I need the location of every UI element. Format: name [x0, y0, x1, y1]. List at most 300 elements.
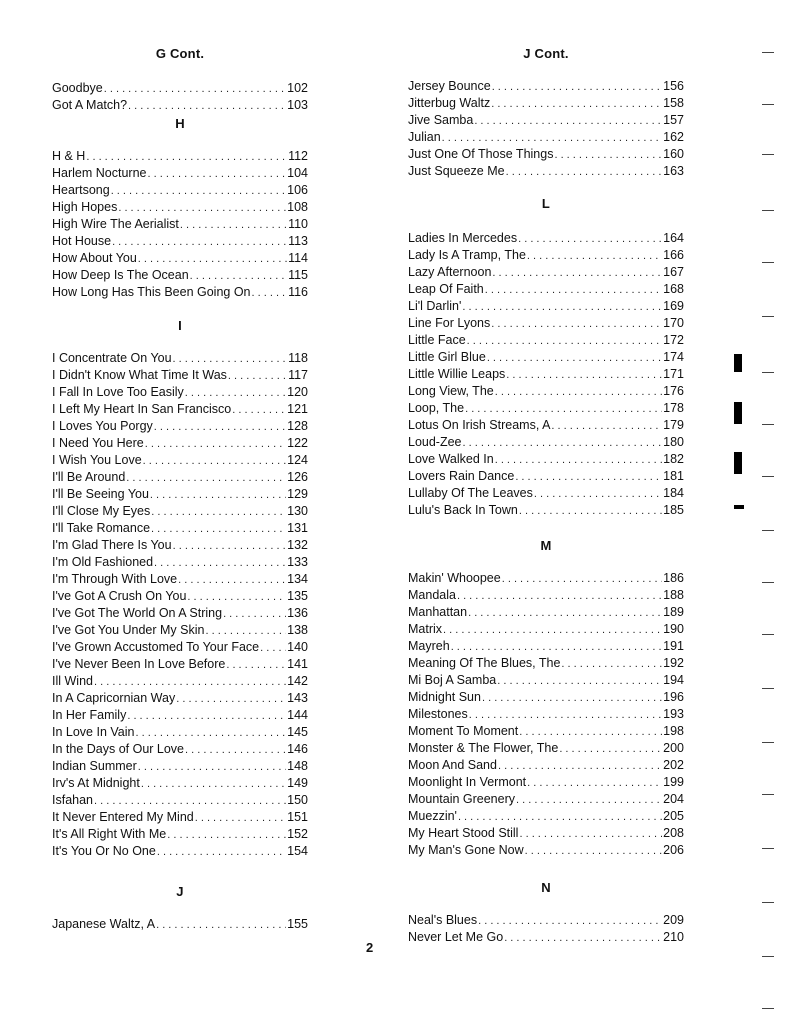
entry-title: Muezzin' — [408, 809, 457, 823]
entry-title: In the Days of Our Love — [52, 742, 185, 756]
index-entry — [408, 383, 684, 400]
entry-title: I Didn't Know What Time It Was — [52, 368, 227, 382]
dot-leader — [497, 673, 662, 690]
index-entry — [52, 724, 308, 741]
entry-title: Loop, The — [408, 401, 465, 415]
dot-leader — [185, 385, 286, 402]
entry-title: I've Got A Crush On You — [52, 589, 187, 603]
dot-leader — [482, 690, 662, 707]
entry-title: Goodbye — [52, 81, 103, 95]
entry-page: 103 — [287, 98, 308, 112]
margin-tick — [762, 898, 774, 903]
entry-page: 181 — [663, 469, 684, 483]
margin-tick — [762, 368, 774, 373]
entry-page: 128 — [287, 419, 308, 433]
margin-tick — [762, 844, 774, 849]
entry-page: 145 — [287, 725, 308, 739]
dot-leader — [156, 917, 286, 934]
index-entry — [52, 588, 308, 605]
index-entry — [408, 638, 684, 655]
entry-title: Lotus On Irish Streams, A — [408, 418, 551, 432]
entry-page: 176 — [663, 384, 684, 398]
entry-page: 151 — [287, 810, 308, 824]
entry-title: Meaning Of The Blues, The — [408, 656, 561, 670]
entry-page: 129 — [287, 487, 308, 501]
entry-title: Line For Lyons — [408, 316, 491, 330]
index-entry — [408, 264, 684, 281]
dot-leader — [127, 708, 286, 725]
entry-page: 134 — [287, 572, 308, 586]
entry-page: 190 — [663, 622, 684, 636]
section-m-list — [408, 570, 684, 859]
index-entry — [408, 315, 684, 332]
index-entry — [408, 281, 684, 298]
entry-title: In A Capricornian Way — [52, 691, 176, 705]
dot-leader — [516, 792, 662, 809]
index-entry — [52, 469, 308, 486]
margin-tick — [762, 684, 774, 689]
entry-title: Lulu's Back In Town — [408, 503, 518, 517]
entry-title: I Wish You Love — [52, 453, 142, 467]
margin-tick — [762, 1004, 774, 1009]
index-entry — [408, 247, 684, 264]
dot-leader — [478, 913, 662, 930]
index-entry — [408, 451, 684, 468]
margin-tick — [762, 48, 774, 53]
index-entry — [408, 349, 684, 366]
entry-title: Makin' Whoopee — [408, 571, 501, 585]
index-entry — [408, 604, 684, 621]
dot-leader — [151, 504, 286, 521]
margin-tick — [762, 258, 774, 263]
entry-title: I Concentrate On You — [52, 351, 172, 365]
index-entry — [52, 537, 308, 554]
entry-title: I Need You Here — [52, 436, 144, 450]
entry-title: Manhattan — [408, 605, 468, 619]
index-entry — [52, 418, 308, 435]
dot-leader — [525, 843, 663, 860]
dot-leader — [502, 571, 662, 588]
index-entry — [408, 230, 684, 247]
entry-title: Neal's Blues — [408, 913, 478, 927]
entry-title: I've Got You Under My Skin — [52, 623, 205, 637]
index-entry — [52, 350, 308, 367]
entry-page: 174 — [663, 350, 684, 364]
dot-leader — [498, 758, 662, 775]
entry-title: How About You — [52, 251, 137, 265]
index-entry — [408, 485, 684, 502]
dot-leader — [492, 79, 662, 96]
index-entry — [408, 929, 684, 946]
section-g-cont-list — [52, 80, 308, 114]
dot-leader — [443, 622, 662, 639]
entry-title: Heartsong — [52, 183, 110, 197]
index-entry — [408, 842, 684, 859]
section-j-cont-list — [408, 78, 684, 180]
dot-leader — [506, 164, 663, 181]
index-entry — [52, 182, 308, 199]
dot-leader — [519, 503, 662, 520]
index-entry — [408, 129, 684, 146]
entry-page: 157 — [663, 113, 684, 127]
entry-page: 102 — [287, 81, 308, 95]
margin-tick — [762, 206, 774, 211]
entry-page: 120 — [287, 385, 308, 399]
margin-tick — [762, 150, 774, 155]
entry-title: Moon And Sand — [408, 758, 497, 772]
index-entry — [52, 843, 308, 860]
dot-leader — [154, 555, 286, 572]
entry-page: 110 — [288, 217, 308, 231]
dot-leader — [491, 96, 662, 113]
index-entry — [52, 199, 308, 216]
dot-leader — [104, 81, 286, 98]
index-entry — [408, 366, 684, 383]
index-entry — [52, 605, 308, 622]
entry-title: How Deep Is The Ocean — [52, 268, 189, 282]
entry-page: 163 — [663, 164, 684, 178]
entry-page: 104 — [287, 166, 308, 180]
entry-page: 198 — [663, 724, 684, 738]
entry-title: Mandala — [408, 588, 456, 602]
section-i-list — [52, 350, 308, 860]
entry-page: 106 — [287, 183, 308, 197]
margin-tick — [762, 312, 774, 317]
index-entry — [408, 672, 684, 689]
index-entry — [408, 146, 684, 163]
section-heading: H — [175, 116, 185, 131]
dot-leader — [451, 639, 662, 656]
dot-leader — [462, 299, 662, 316]
dot-leader — [167, 827, 286, 844]
entry-page: 171 — [663, 367, 684, 381]
entry-title: Ladies In Mercedes — [408, 231, 518, 245]
entry-page: 169 — [663, 299, 684, 313]
index-entry — [408, 502, 684, 519]
dot-leader — [190, 268, 287, 285]
dot-leader — [463, 435, 663, 452]
dot-leader — [185, 742, 286, 759]
dot-leader — [492, 265, 662, 282]
index-entry — [408, 400, 684, 417]
entry-title: Harlem Nocturne — [52, 166, 147, 180]
entry-title: I'll Close My Eyes — [52, 504, 151, 518]
index-entry — [408, 332, 684, 349]
dot-leader — [561, 656, 662, 673]
index-entry — [52, 503, 308, 520]
entry-page: 178 — [663, 401, 684, 415]
dot-leader — [465, 401, 662, 418]
entry-title: Long View, The — [408, 384, 494, 398]
margin-bar — [734, 452, 742, 474]
entry-title: Love Walked In — [408, 452, 494, 466]
dot-leader — [554, 147, 662, 164]
margin-tick — [762, 790, 774, 795]
dot-leader — [223, 606, 286, 623]
entry-page: 113 — [288, 234, 308, 248]
section-n-list — [408, 912, 684, 946]
index-entry — [408, 298, 684, 315]
entry-title: Jersey Bounce — [408, 79, 491, 93]
entry-page: 210 — [663, 930, 684, 944]
section-heading: I — [178, 318, 182, 333]
section-l-list — [408, 230, 684, 519]
dot-leader — [150, 487, 286, 504]
entry-title: Isfahan — [52, 793, 94, 807]
entry-page: 132 — [287, 538, 308, 552]
entry-title: Never Let Me Go — [408, 930, 504, 944]
index-entry — [408, 621, 684, 638]
entry-page: 205 — [663, 809, 684, 823]
entry-title: In Love In Vain — [52, 725, 135, 739]
entry-title: Lazy Afternoon — [408, 265, 492, 279]
entry-title: Little Face — [408, 333, 466, 347]
entry-page: 138 — [287, 623, 308, 637]
entry-page: 167 — [663, 265, 684, 279]
entry-title: I'm Old Fashioned — [52, 555, 154, 569]
entry-page: 182 — [663, 452, 684, 466]
dot-leader — [495, 384, 662, 401]
index-entry — [408, 757, 684, 774]
dot-leader — [527, 248, 662, 265]
entry-title: Just One Of Those Things — [408, 147, 554, 161]
entry-page: 146 — [287, 742, 308, 756]
dot-leader — [468, 605, 662, 622]
entry-page: 122 — [287, 436, 308, 450]
index-entry — [52, 284, 308, 301]
entry-page: 136 — [287, 606, 308, 620]
entry-title: It's All Right With Me — [52, 827, 167, 841]
entry-page: 118 — [288, 351, 308, 365]
entry-page: 158 — [663, 96, 684, 110]
entry-title: Lady Is A Tramp, The — [408, 248, 526, 262]
dot-leader — [457, 588, 662, 605]
entry-title: Little Willie Leaps — [408, 367, 506, 381]
dot-leader — [442, 130, 662, 147]
margin-bar — [734, 505, 744, 509]
section-heading: J Cont. — [523, 46, 569, 61]
entry-page: 116 — [288, 285, 308, 299]
index-entry — [408, 723, 684, 740]
entry-title: Loud-Zee — [408, 435, 462, 449]
page-number: 2 — [366, 940, 374, 955]
dot-leader — [173, 351, 288, 368]
index-entry — [52, 520, 308, 537]
entry-page: 155 — [287, 917, 308, 931]
margin-tick — [762, 630, 774, 635]
index-entry — [52, 148, 308, 165]
index-entry — [408, 78, 684, 95]
index-entry — [52, 673, 308, 690]
entry-page: 117 — [288, 368, 308, 382]
section-h-list — [52, 148, 308, 301]
index-entry — [408, 112, 684, 129]
index-entry — [408, 791, 684, 808]
entry-page: 114 — [288, 251, 308, 265]
entry-page: 160 — [663, 147, 684, 161]
entry-page: 209 — [663, 913, 684, 927]
entry-page: 189 — [663, 605, 684, 619]
entry-page: 170 — [663, 316, 684, 330]
dot-leader — [527, 775, 662, 792]
dot-leader — [495, 452, 662, 469]
dot-leader — [551, 418, 662, 435]
index-entry — [52, 826, 308, 843]
entry-page: 188 — [663, 588, 684, 602]
entry-page: 154 — [287, 844, 308, 858]
dot-leader — [474, 113, 662, 130]
entry-title: Irv's At Midnight — [52, 776, 140, 790]
dot-leader — [519, 826, 662, 843]
index-entry — [52, 707, 308, 724]
index-entry — [52, 216, 308, 233]
section-j-list — [52, 916, 308, 933]
dot-leader — [141, 776, 286, 793]
entry-page: 156 — [663, 79, 684, 93]
index-entry — [52, 233, 308, 250]
index-entry — [52, 267, 308, 284]
index-entry — [52, 809, 308, 826]
entry-page: 130 — [287, 504, 308, 518]
dot-leader — [147, 166, 286, 183]
entry-title: Mountain Greenery — [408, 792, 516, 806]
entry-page: 142 — [287, 674, 308, 688]
margin-tick — [762, 578, 774, 583]
entry-page: 124 — [287, 453, 308, 467]
entry-page: 162 — [663, 130, 684, 144]
entry-page: 196 — [663, 690, 684, 704]
entry-page: 166 — [663, 248, 684, 262]
entry-page: 126 — [287, 470, 308, 484]
dot-leader — [252, 285, 288, 302]
entry-title: Matrix — [408, 622, 443, 636]
index-entry — [408, 570, 684, 587]
dot-leader — [195, 810, 286, 827]
dot-leader — [228, 368, 287, 385]
dot-leader — [504, 930, 662, 947]
entry-page: 149 — [287, 776, 308, 790]
entry-page: 144 — [287, 708, 308, 722]
index-entry — [408, 587, 684, 604]
entry-page: 172 — [663, 333, 684, 347]
dot-leader — [86, 149, 287, 166]
margin-bar — [734, 354, 742, 372]
dot-leader — [205, 623, 286, 640]
entry-page: 179 — [663, 418, 684, 432]
entry-page: 191 — [663, 639, 684, 653]
entry-title: Hot House — [52, 234, 112, 248]
margin-tick — [762, 472, 774, 477]
dot-leader — [176, 691, 286, 708]
entry-page: 152 — [287, 827, 308, 841]
entry-title: My Man's Gone Now — [408, 843, 524, 857]
dot-leader — [534, 486, 662, 503]
entry-title: It Never Entered My Mind — [52, 810, 194, 824]
entry-page: 202 — [663, 758, 684, 772]
dot-leader — [506, 367, 662, 384]
dot-leader — [491, 316, 662, 333]
dot-leader — [126, 470, 286, 487]
dot-leader — [232, 402, 286, 419]
index-entry — [52, 690, 308, 707]
index-entry — [408, 417, 684, 434]
dot-leader — [469, 707, 662, 724]
margin-bar — [734, 402, 742, 424]
dot-leader — [118, 200, 286, 217]
index-entry — [52, 165, 308, 182]
index-entry — [52, 622, 308, 639]
entry-title: High Wire The Aerialist — [52, 217, 179, 231]
dot-leader — [485, 282, 662, 299]
section-heading: M — [540, 538, 552, 553]
entry-title: I'm Through With Love — [52, 572, 178, 586]
dot-leader — [467, 333, 662, 350]
section-heading: G Cont. — [155, 46, 205, 61]
index-entry — [52, 571, 308, 588]
entry-page: 133 — [287, 555, 308, 569]
index-entry — [408, 163, 684, 180]
index-entry — [408, 689, 684, 706]
index-entry — [52, 367, 308, 384]
entry-title: Monster & The Flower, The — [408, 741, 559, 755]
entry-title: I've Grown Accustomed To Your Face — [52, 640, 260, 654]
dot-leader — [135, 725, 286, 742]
index-entry — [52, 916, 308, 933]
section-heading: N — [541, 880, 551, 895]
dot-leader — [151, 521, 286, 538]
index-entry — [52, 401, 308, 418]
margin-tick — [762, 526, 774, 531]
margin-tick — [762, 738, 774, 743]
section-heading: L — [541, 196, 551, 211]
entry-page: 180 — [663, 435, 684, 449]
entry-title: Japanese Waltz, A — [52, 917, 156, 931]
entry-title: Milestones — [408, 707, 468, 721]
dot-leader — [94, 674, 286, 691]
entry-title: Moonlight In Vermont — [408, 775, 527, 789]
index-entry — [52, 639, 308, 656]
entry-page: 204 — [663, 792, 684, 806]
dot-leader — [187, 589, 286, 606]
entry-page: 206 — [663, 843, 684, 857]
entry-page: 143 — [287, 691, 308, 705]
index-entry — [52, 758, 308, 775]
entry-title: I've Never Been In Love Before — [52, 657, 226, 671]
entry-title: I'll Take Romance — [52, 521, 151, 535]
entry-page: 150 — [287, 793, 308, 807]
dot-leader — [180, 217, 287, 234]
dot-leader — [178, 572, 286, 589]
entry-title: Little Girl Blue — [408, 350, 486, 364]
entry-title: My Heart Stood Still — [408, 826, 519, 840]
entry-title: It's You Or No One — [52, 844, 156, 858]
dot-leader — [487, 350, 662, 367]
index-entry — [52, 250, 308, 267]
index-entry — [408, 706, 684, 723]
entry-title: I'll Be Around — [52, 470, 126, 484]
entry-page: 186 — [663, 571, 684, 585]
dot-leader — [111, 183, 286, 200]
entry-title: In Her Family — [52, 708, 127, 722]
dot-leader — [112, 234, 287, 251]
entry-title: I Fall In Love Too Easily — [52, 385, 184, 399]
entry-page: 141 — [287, 657, 308, 671]
entry-title: I'll Be Seeing You — [52, 487, 149, 501]
entry-title: Moment To Moment — [408, 724, 519, 738]
entry-title: I Left My Heart In San Francisco — [52, 402, 232, 416]
entry-title: I've Got The World On A String — [52, 606, 223, 620]
entry-title: Lovers Rain Dance — [408, 469, 515, 483]
